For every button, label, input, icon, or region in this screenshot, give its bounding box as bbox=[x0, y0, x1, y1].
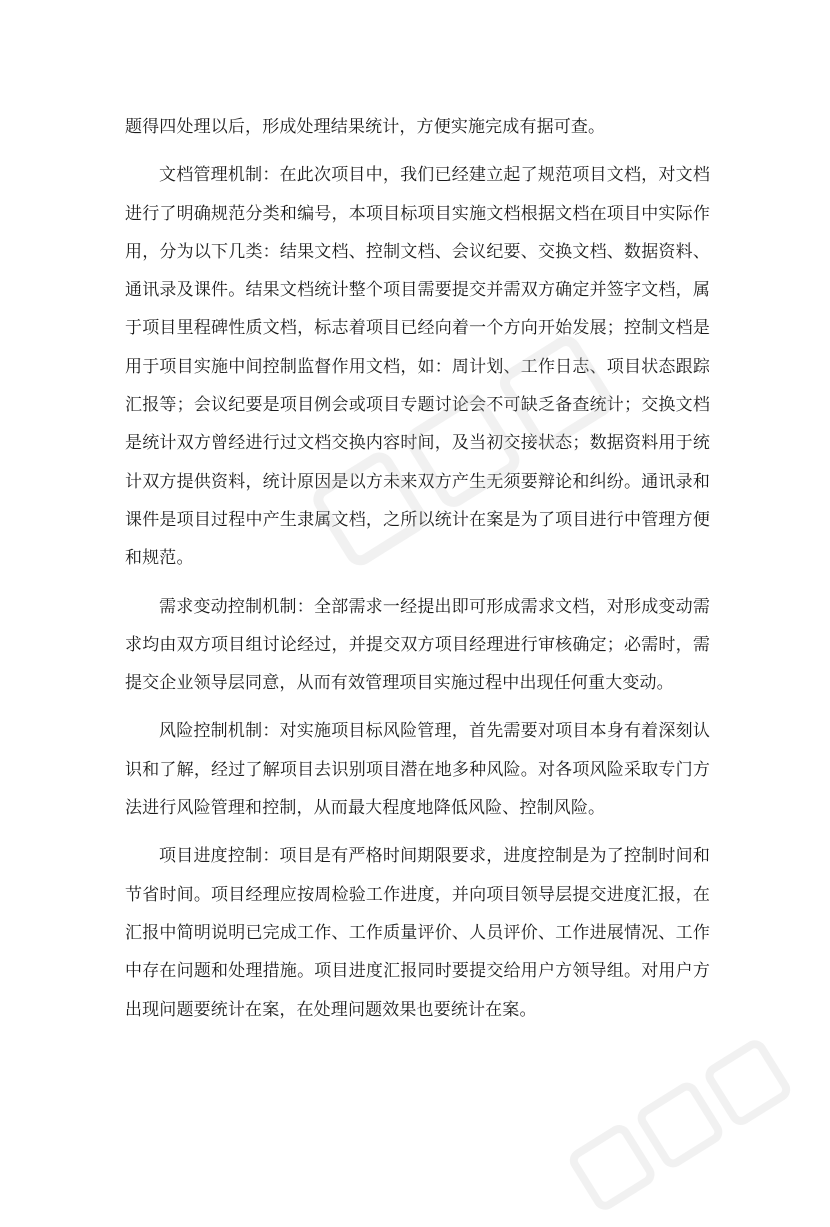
paragraph-text: 对实施项目标风险管理，首先需要对项目本身有着深刻认识和了解，经过了解项目去识别项目潜在地多种风险。对各项风险采取专门方法进行风险管理和控制，从而最大程度地降低风险、控制风险。 bbox=[125, 721, 710, 819]
watermark-mark bbox=[554, 1023, 805, 1227]
paragraph-heading: 项目进度控制： bbox=[159, 846, 280, 867]
paragraph-text: 题得四处理以后，形成处理结果统计，方便实施完成有据可查。 bbox=[125, 117, 606, 137]
paragraph-text: 全部需求一经提出即可形成需求文档，对形成变动需求均由双方项目组讨论经过，并提交双方项目经理进行审核确定；必需时，需提交企业领导层同意，从而有效管理项目实施过程中出现任何重大变动。 bbox=[125, 596, 711, 694]
paragraph-heading: 需求变动控制机制： bbox=[159, 596, 314, 617]
paragraph-continuation bbox=[125, 108, 710, 146]
document-body bbox=[125, 108, 710, 1039]
paragraph-document-management bbox=[125, 156, 710, 577]
paragraph-text: 项目是有严格时间期限要求，进度控制是为了控制时间和节省时间。项目经理应按周检验工作进度，并向项目领导层提交进度汇报，在汇报中简明说明已完成工作、工作质量评价、人员评价、工作进展情况、工作中存在问题和处理措施。项目进度汇报同时要提交给用户方领导组。对用户方出现问题要统计在案，在处理问题效果也要统计在案。 bbox=[125, 846, 710, 1020]
paragraph-heading: 风险控制机制： bbox=[159, 721, 280, 742]
paragraph-text: 在此次项目中，我们已经建立起了规范项目文档，对文档进行了明确规范分类和编号，本项目标项目实施文档根据文档在项目中实际作用，分为以下几类：结果文档、控制文档、会议纪要、交换文档、数据资料、通讯录及课件。结果文档统计整个项目需要提交并需双方确定并签字文档，属于项目里程碑性质文档，标志着项目已经向着一个方向开始发展；控制文档是用于项目实施中间控制监督作用文档，如：周计划、工作日志、项目状态跟踪汇报等；会议纪要是项目例会或项目专题讨论会不可缺乏备查统计；交换文档是统计双方曾经进行过文档交换内容时间，及当初交接状态；数据资料用于统计双方提供资料，统计原因是以方未来双方产生无须要辩论和纠纷。通讯录和课件是项目过程中产生隶属文档，之所以统计在案是为了项目进行中管理方便和规范。 bbox=[125, 165, 710, 569]
paragraph-risk-control bbox=[125, 712, 710, 827]
paragraph-requirement-change bbox=[125, 588, 710, 703]
paragraph-heading: 文档管理机制： bbox=[159, 165, 280, 186]
paragraph-schedule-control bbox=[125, 837, 710, 1028]
